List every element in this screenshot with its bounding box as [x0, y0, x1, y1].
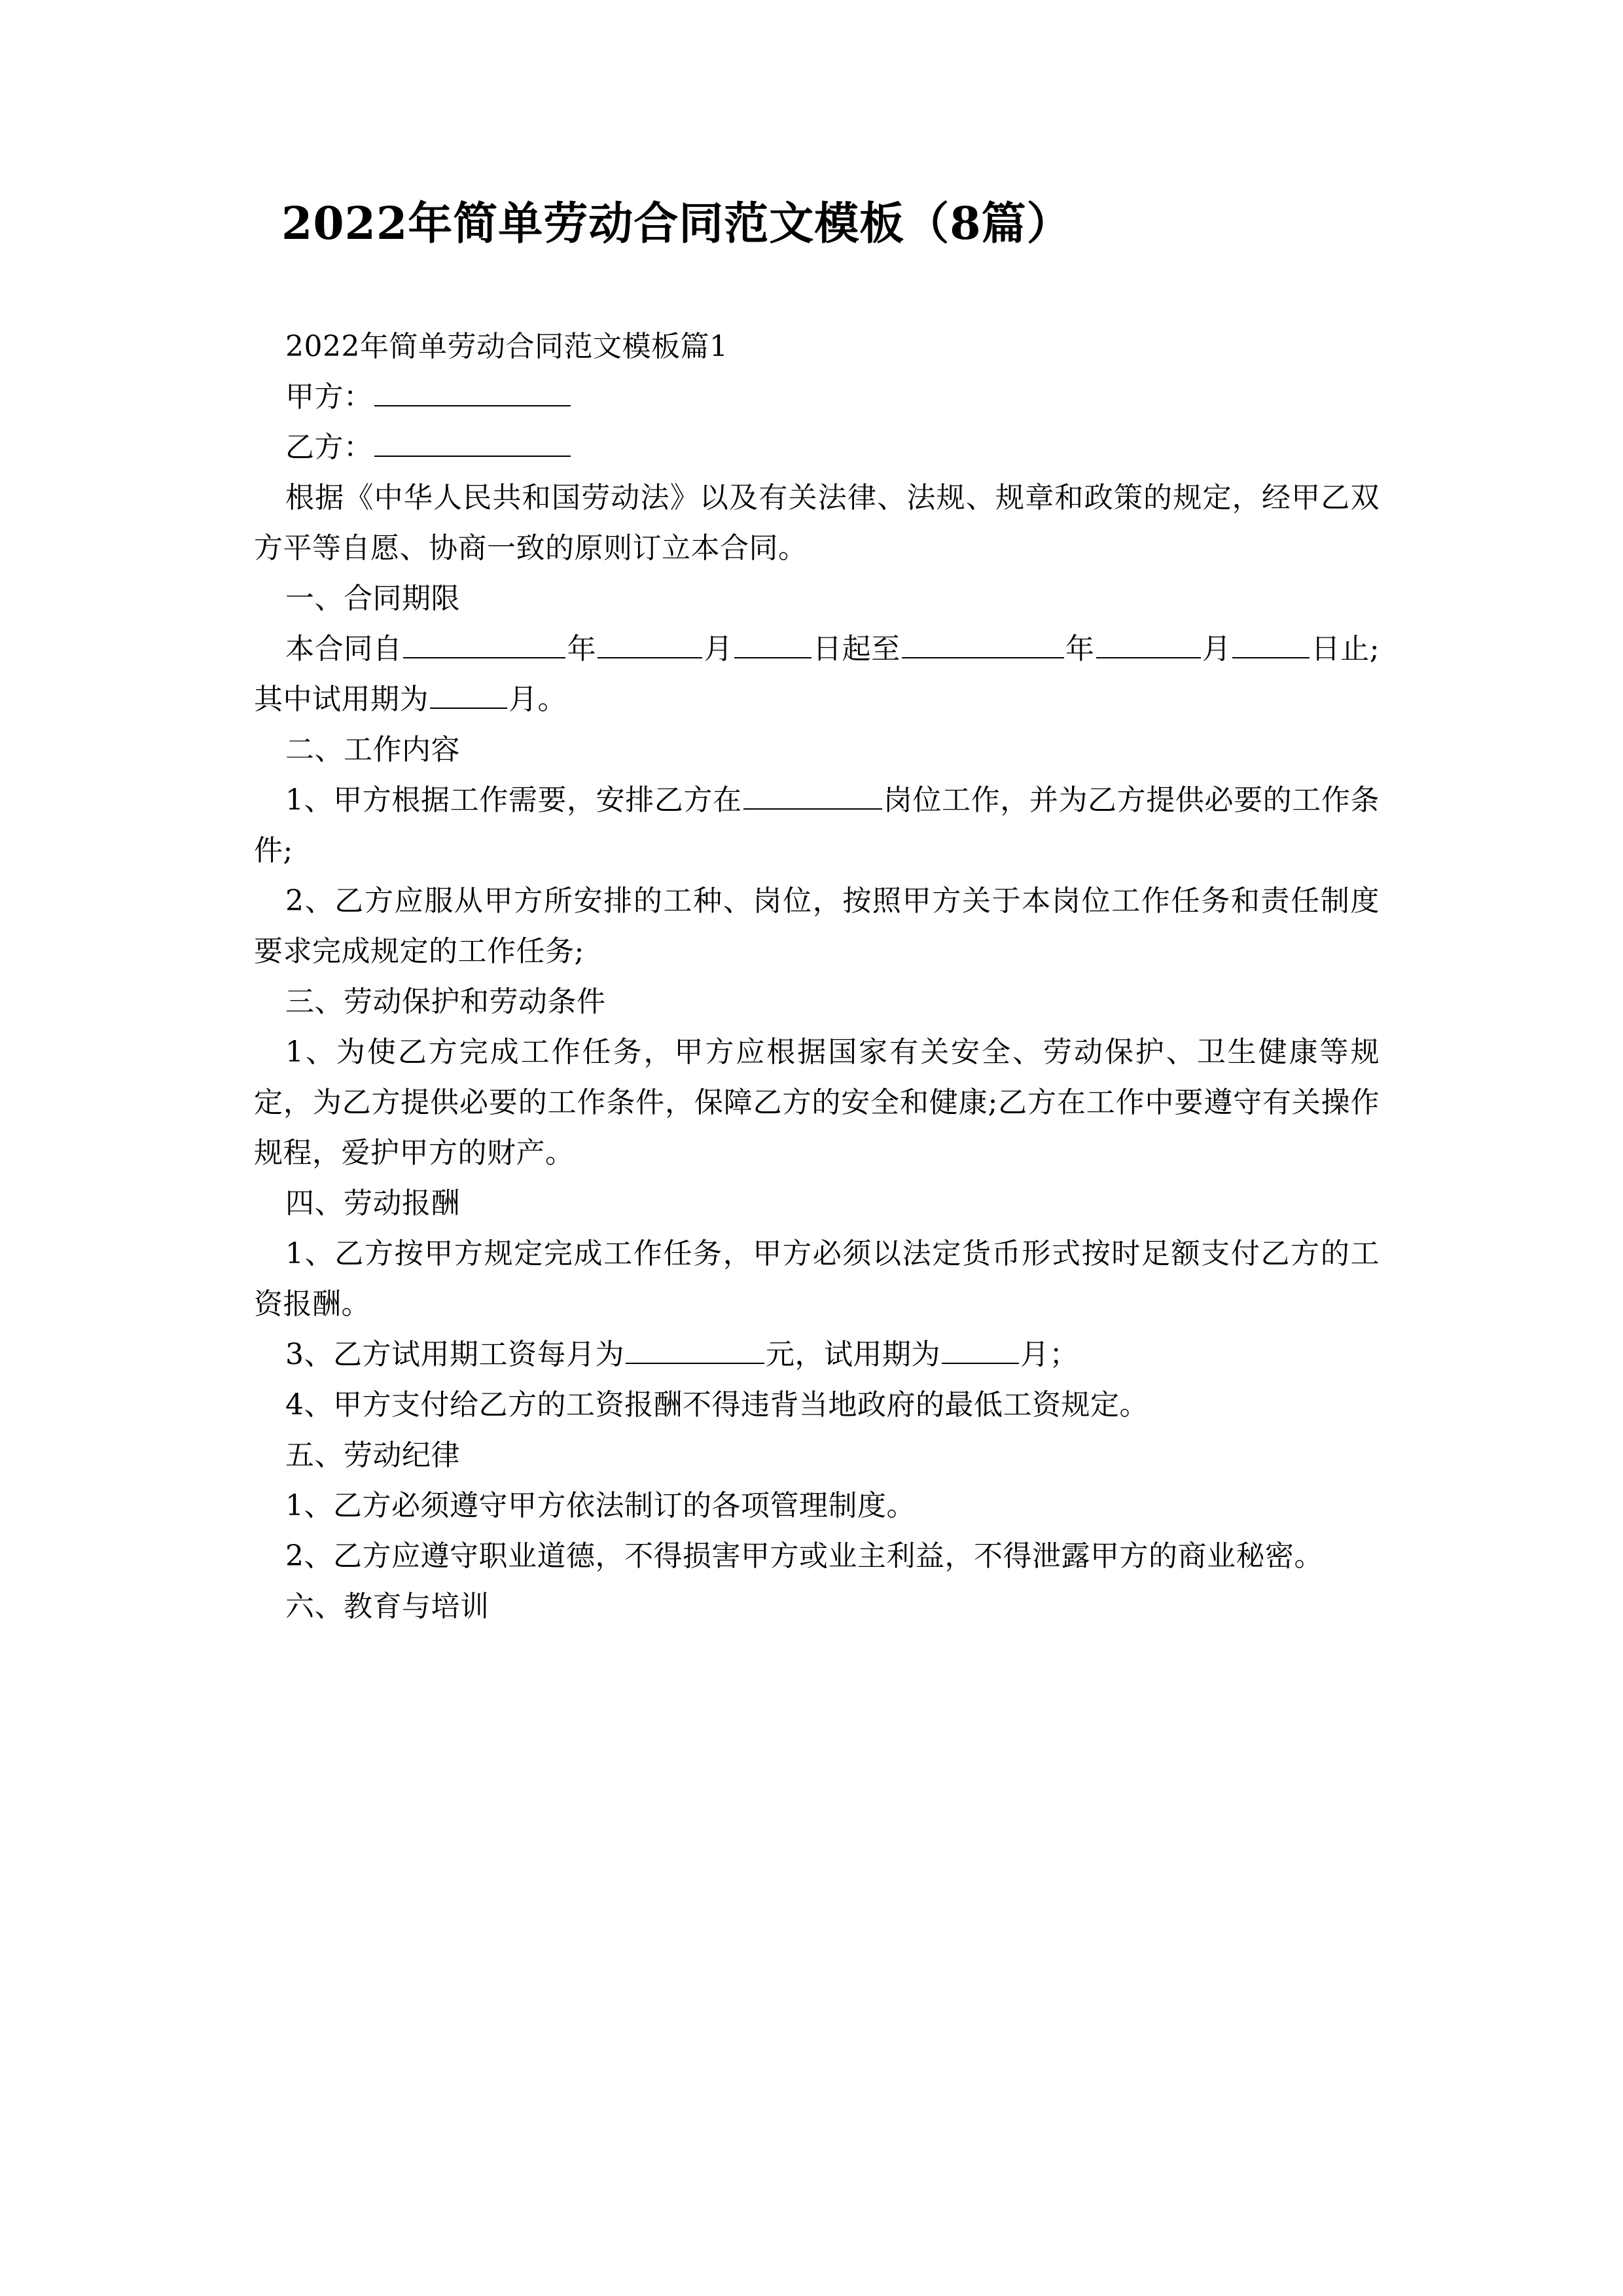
- probation-wage-amount-blank[interactable]: [626, 1334, 764, 1364]
- term-start-day-blank[interactable]: [734, 628, 812, 658]
- term-start-month-blank[interactable]: [597, 628, 702, 658]
- section-heading-5: 五、劳动纪律: [285, 1439, 460, 1472]
- remuneration-item-1: 1、乙方按甲方规定完成工作任务，甲方必须以法定货币形式按时足额支付乙方的工资报酬。: [254, 1237, 1380, 1321]
- party-b-line: [254, 422, 1380, 473]
- party-a-line: [254, 372, 1380, 422]
- position-blank[interactable]: [743, 780, 882, 810]
- discipline-item-1: 1、乙方必须遵守甲方依法制订的各项管理制度。: [285, 1489, 916, 1522]
- party-b-label: 乙方：: [285, 431, 373, 464]
- section-heading-3: 三、劳动保护和劳动条件: [285, 985, 606, 1018]
- work-content-suffix: 岗位工作，并为乙方提供必要的工作条件;: [254, 783, 1380, 867]
- probation-wage-prefix: 3、乙方试用期工资每月为: [285, 1338, 624, 1371]
- section-heading-4: 四、劳动报酬: [285, 1187, 460, 1220]
- term-end-month-blank[interactable]: [1096, 628, 1201, 658]
- work-content-item-1: [254, 775, 1380, 876]
- term-end-day-blank[interactable]: [1232, 628, 1310, 658]
- work-content-item-2: 2、乙方应服从甲方所安排的工种、岗位，按照甲方关于本岗位工作任务和责任制度要求完成规定的工作任务;: [254, 884, 1380, 968]
- term-mid3: 日起至: [812, 632, 901, 666]
- remuneration-item-3: [254, 1329, 1380, 1380]
- labor-protection-item-1: 1、为使乙方完成工作任务，甲方应根据国家有关安全、劳动保护、卫生健康等规定，为乙方提供必要的工作条件，保障乙方的安全和健康;乙方在工作中要遵守有关操作规程，爱护甲方的财产。: [254, 1035, 1380, 1170]
- document-content: [254, 0, 1380, 1632]
- document-body: [254, 321, 1380, 1632]
- work-content-prefix: 1、甲方根据工作需要，安排乙方在: [285, 783, 742, 817]
- party-a-label: 甲方：: [285, 380, 373, 414]
- term-suffix: 月。: [508, 683, 567, 716]
- section-heading-2: 二、工作内容: [285, 733, 460, 766]
- section-heading-1: 一、合同期限: [285, 582, 460, 615]
- party-b-blank[interactable]: [374, 427, 571, 457]
- contract-term-prefix: 本合同自: [285, 632, 402, 666]
- probation-wage-mid: 元，试用期为: [766, 1338, 940, 1371]
- term-mid2: 月: [704, 632, 733, 666]
- term-end-year-blank[interactable]: [902, 628, 1064, 658]
- contract-term-line: [254, 624, 1380, 725]
- term-mid1: 年: [567, 632, 597, 666]
- probation-wage-suffix: 月；: [1020, 1338, 1079, 1371]
- remuneration-item-4: 4、甲方支付给乙方的工资报酬不得违背当地政府的最低工资规定。: [285, 1388, 1149, 1422]
- probation-months-blank[interactable]: [430, 679, 507, 709]
- piece-heading: 2022年简单劳动合同范文模板篇1: [285, 330, 728, 363]
- term-mid4: 年: [1065, 632, 1095, 666]
- probation-period-blank[interactable]: [942, 1334, 1019, 1364]
- term-start-year-blank[interactable]: [403, 628, 565, 658]
- section-heading-6: 六、教育与培训: [285, 1590, 490, 1623]
- preamble-paragraph: 根据《中华人民共和国劳动法》以及有关法律、法规、规章和政策的规定，经甲乙双方平等自愿、协商一致的原则订立本合同。: [254, 481, 1380, 565]
- page-title: 2022年简单劳动合同范文模板（8篇）: [281, 198, 1072, 250]
- term-mid5: 月: [1202, 632, 1232, 666]
- discipline-item-2: 2、乙方应遵守职业道德，不得损害甲方或业主利益，不得泄露甲方的商业秘密。: [285, 1539, 1323, 1573]
- term-mid6: 日止;其中试用期为: [254, 632, 1380, 716]
- party-a-blank[interactable]: [374, 376, 571, 406]
